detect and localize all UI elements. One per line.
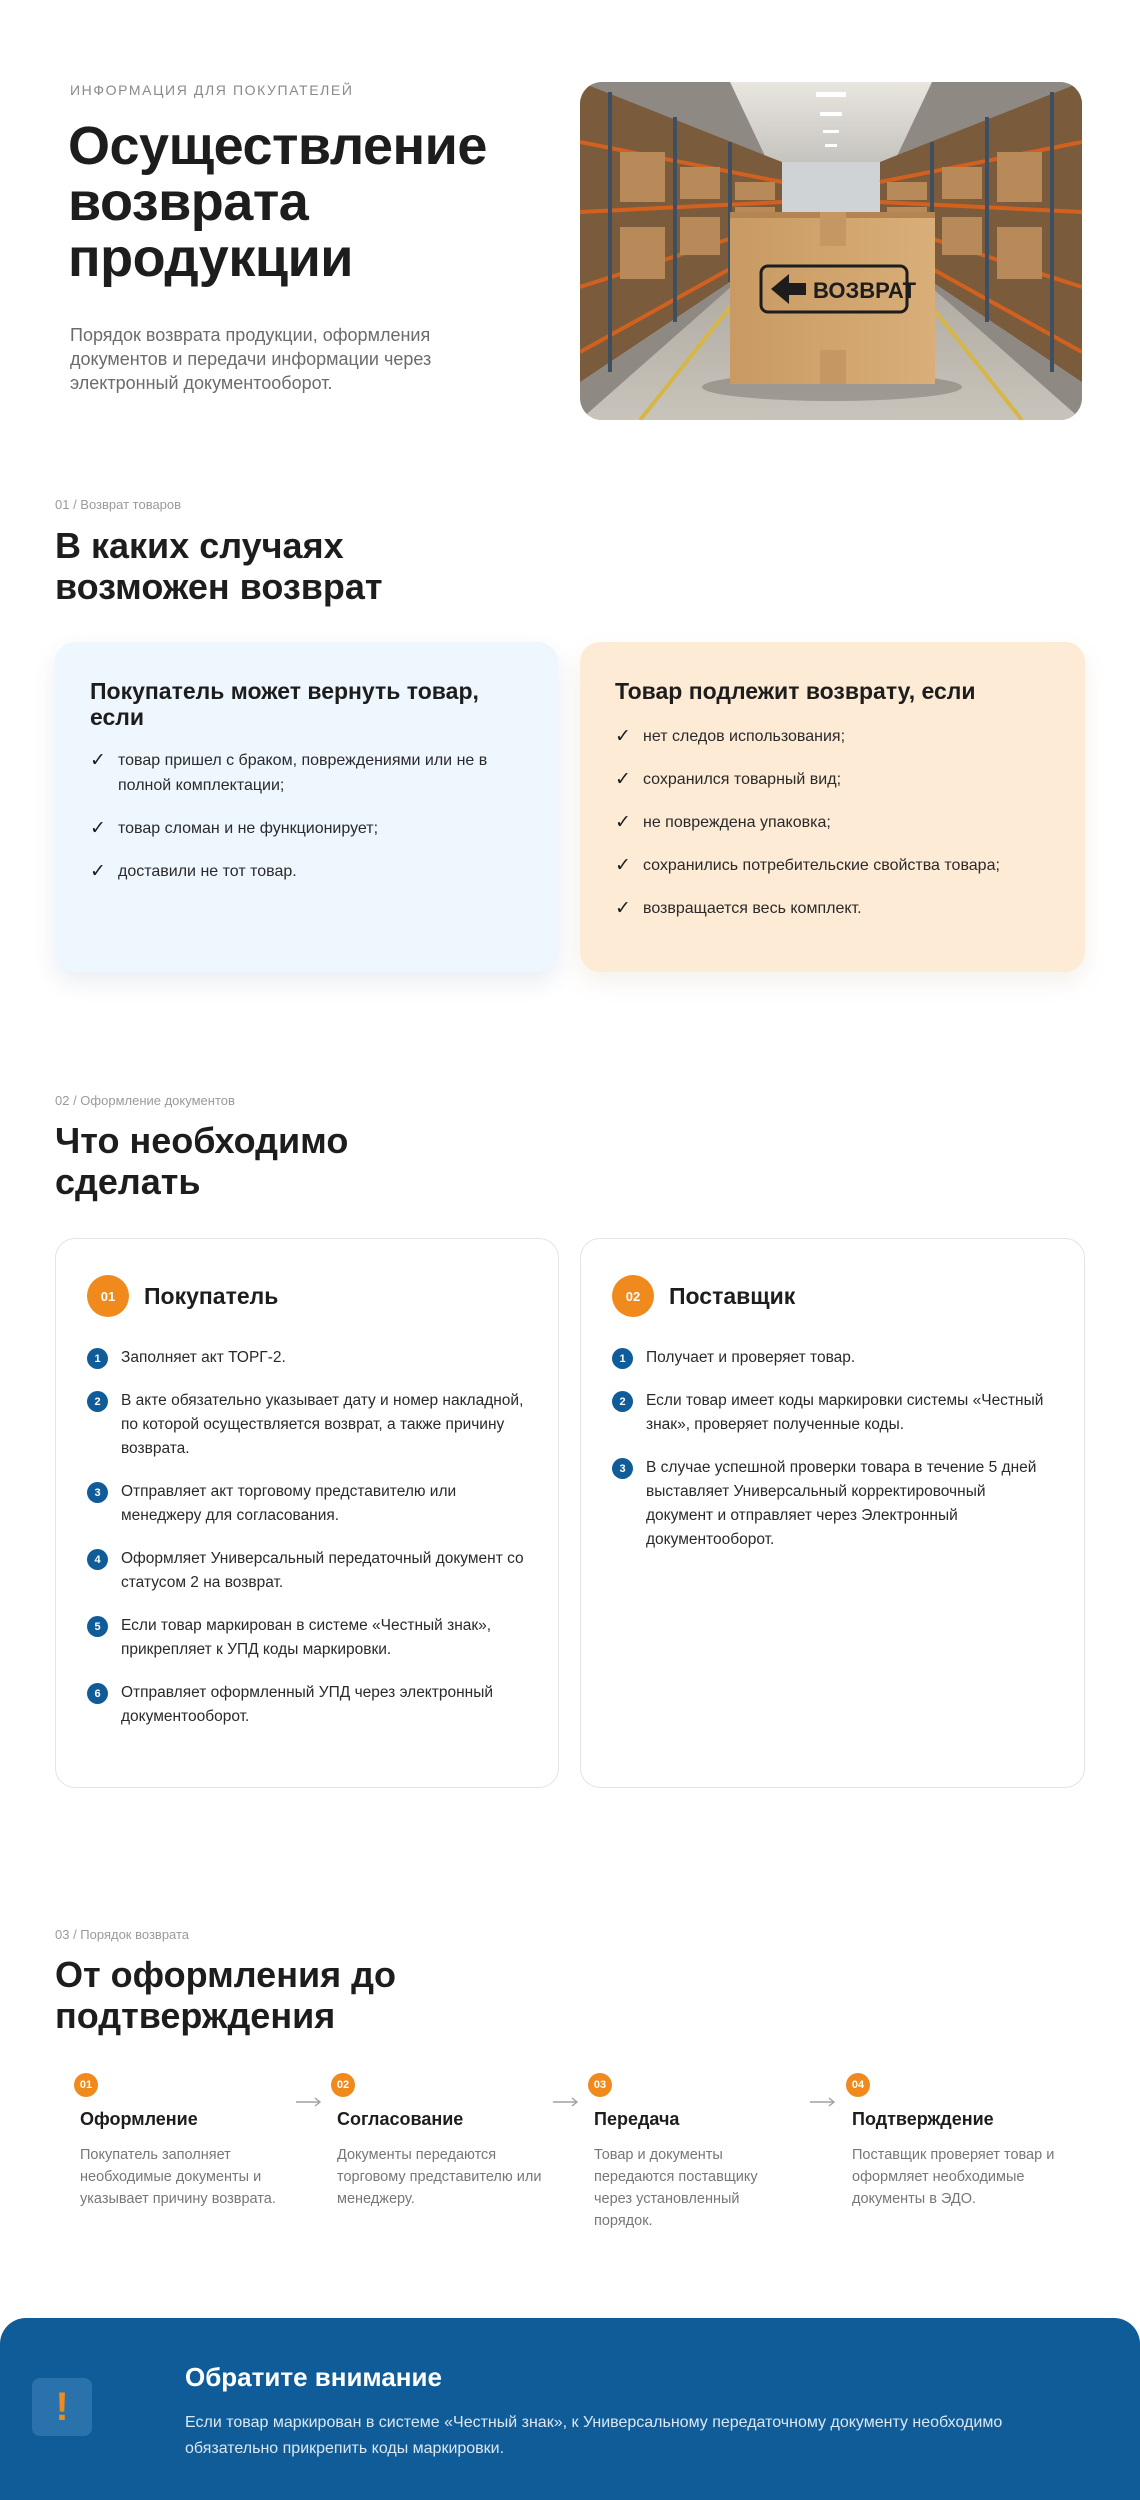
list-item: 4 Оформляет Универсальный передаточный документ со статусом 2 на возврат. (87, 1547, 527, 1595)
buyer-return-card (55, 642, 558, 972)
section3-label: 03 / Порядок возврата (55, 1927, 190, 1942)
list-item: 5 Если товар маркирован в системе «Честный знак», прикрепляет к УПД коды маркировки. (87, 1614, 527, 1662)
list-item: 2 Если товар имеет коды маркировки системы «Честный знак», проверяет полученные коды. (612, 1389, 1052, 1437)
buyer-role-header (87, 1275, 278, 1317)
buyer-steps-list (87, 1346, 527, 1748)
warehouse-return-image (580, 82, 1082, 420)
section1-label: 01 / Возврат товаров (55, 497, 182, 512)
list-item: ✓ сохранились потребительские свойства товара; (615, 855, 1000, 876)
supplier-role-header (612, 1275, 795, 1317)
buyer-steps-card (55, 1238, 559, 1788)
section2-label: 02 / Оформление документов (55, 1093, 235, 1108)
goods-conditions-list (615, 724, 1055, 939)
checkmark-icon: ✓ (615, 898, 631, 919)
goods-conditions-card (580, 642, 1085, 972)
flow-step-4 (852, 2073, 1072, 2210)
list-item: 2 В акте обязательно указывает дату и номер накладной, по которой осуществляется возврат, а также причину возврата. (87, 1389, 527, 1461)
section2-title: Что необходимо сделать (55, 1120, 349, 1202)
flow-step-3 (594, 2073, 814, 2232)
hero-section (0, 0, 1140, 470)
checkmark-icon: ✓ (90, 861, 106, 882)
box-sign-text: ВОЗВРАТ (813, 278, 917, 303)
supplier-steps-card (580, 1238, 1085, 1788)
list-item: 3 Отправляет акт торговому представителю или менеджеру для согласования. (87, 1480, 527, 1528)
flow-step-number: 03 (588, 2073, 612, 2097)
list-item: ✓ товар сломан и не функционирует; (90, 818, 379, 839)
arrow-right-icon (553, 2096, 579, 2108)
checkmark-icon: ✓ (615, 812, 631, 833)
checkmark-icon: ✓ (615, 769, 631, 790)
buyer-return-card-title: Покупатель может вернуть товар, если (90, 678, 479, 730)
step-number-badge: 2 (87, 1391, 108, 1412)
flow-step-title: Подтверждение (852, 2109, 994, 2129)
list-item: ✓ доставили не тот товар. (90, 861, 297, 882)
flow-step-text: Покупатель заполняет необходимые документы и указывает причину возврата. (80, 2147, 276, 2207)
hero-description: Порядок возврата продукции, оформления документов и передачи информации через электронный документооборот. (70, 325, 432, 393)
list-item: ✓ возвращается весь комплект. (615, 898, 862, 919)
flow-step-title: Передача (594, 2109, 680, 2129)
step-number-badge: 5 (87, 1616, 108, 1637)
step-number-badge: 3 (87, 1482, 108, 1503)
checkmark-icon: ✓ (90, 818, 106, 839)
role-name: Покупатель (144, 1282, 279, 1309)
checkmark-icon: ✓ (615, 726, 631, 747)
list-item: ✓ сохранился товарный вид; (615, 769, 842, 790)
flow-step-text: Товар и документы передаются поставщику через установленный порядок. (594, 2147, 758, 2229)
flow-step-text: Поставщик проверяет товар и оформляет необходимые документы в ЭДО. (852, 2147, 1055, 2207)
step-number-badge: 1 (612, 1348, 633, 1369)
flow-step-1 (80, 2073, 300, 2210)
list-item: 1 Заполняет акт ТОРГ-2. (87, 1346, 527, 1370)
step-number-badge: 2 (612, 1391, 633, 1412)
section3-title: От оформления до подтверждения (55, 1954, 396, 2036)
checkmark-icon: ✓ (615, 855, 631, 876)
flow-step-number: 04 (846, 2073, 870, 2097)
page-title: Осуществление возврата продукции (68, 116, 487, 288)
role-number-badge: 01 (87, 1275, 129, 1317)
list-item: ✓ не повреждена упаковка; (615, 812, 831, 833)
list-item: 3 В случае успешной проверки товара в течение 5 дней выставляет Универсальный корректировочный документ и отправляет через Электронный документооборот. (612, 1456, 1052, 1552)
role-name: Поставщик (669, 1282, 796, 1309)
hero-eyebrow: ИНФОРМАЦИЯ ДЛЯ ПОКУПАТЕЛЕЙ (70, 82, 354, 98)
role-number-badge: 02 (612, 1275, 654, 1317)
section1-title: В каких случаях возможен возврат (55, 525, 383, 607)
list-item: ✓ товар пришел с браком, повреждениями или не в полной комплектации; (90, 750, 488, 794)
step-number-badge: 3 (612, 1458, 633, 1479)
supplier-steps-list (612, 1346, 1052, 1571)
flow-step-number: 02 (331, 2073, 355, 2097)
notice-banner (0, 2318, 1140, 2500)
list-item: ✓ нет следов использования; (615, 726, 846, 747)
buyer-return-list (90, 748, 530, 902)
step-number-badge: 1 (87, 1348, 108, 1369)
arrow-right-icon (810, 2096, 836, 2108)
step-number-badge: 6 (87, 1683, 108, 1704)
notice-title: Обратите внимание (185, 2362, 442, 2392)
flow-step-title: Оформление (80, 2109, 198, 2129)
notice-text: Если товар маркирован в системе «Честный знак», к Универсальному передаточному документу необходимо обязательно прикрепить коды маркировки. (185, 2414, 1003, 2457)
warning-icon: ! (32, 2378, 92, 2436)
list-item: 1 Получает и проверяет товар. (612, 1346, 1052, 1370)
flow-step-2 (337, 2073, 557, 2210)
flow-step-title: Согласование (337, 2109, 464, 2129)
arrow-right-icon (296, 2096, 322, 2108)
list-item: 6 Отправляет оформленный УПД через электронный документооборот. (87, 1681, 527, 1729)
flow-step-text: Документы передаются торговому представителю или менеджеру. (337, 2147, 542, 2207)
goods-conditions-card-title: Товар подлежит возврату, если (615, 678, 976, 704)
flow-step-number: 01 (74, 2073, 98, 2097)
step-number-badge: 4 (87, 1549, 108, 1570)
checkmark-icon: ✓ (90, 750, 106, 771)
